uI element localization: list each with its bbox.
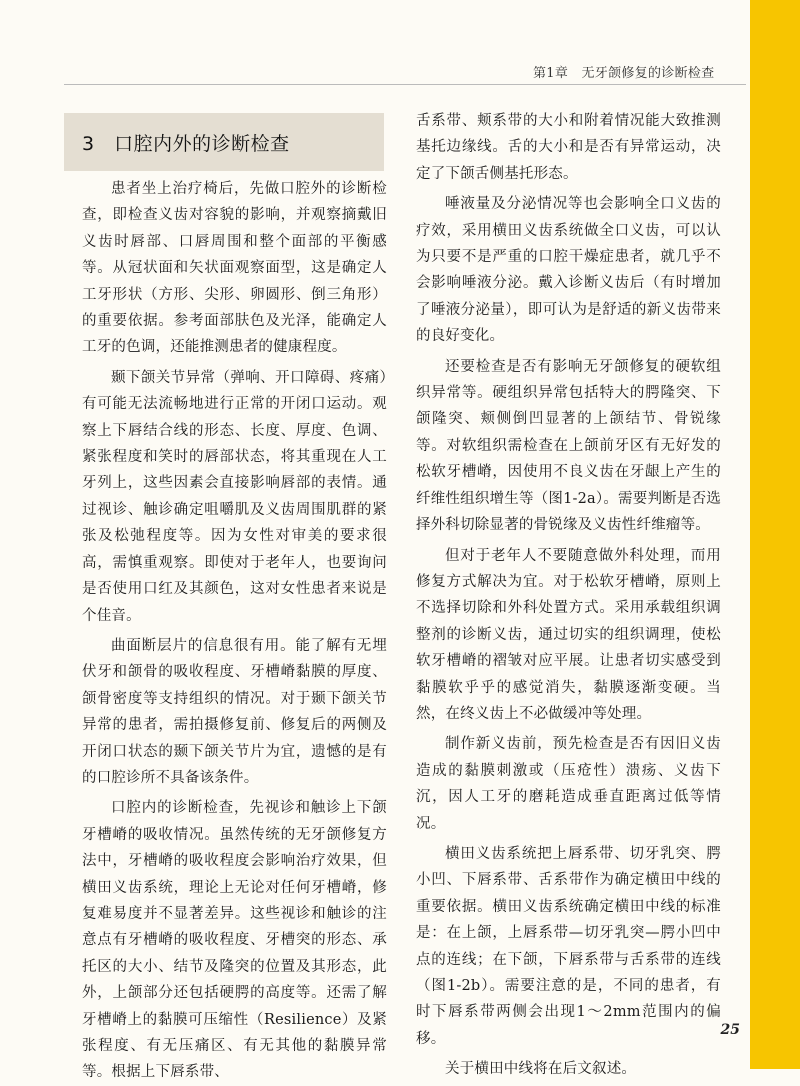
paragraph: 口腔内的诊断检查，先视诊和触诊上下颌牙槽嵴的吸收情况。虽然传统的无牙颌修复方法中，牙槽嵴的吸收程度会影响治疗效果，但横田义齿系统，理论上无论对任何牙槽嵴，修复难易度并不显著差异。这些视诊和触诊的注意点有牙槽嵴的吸收程度、牙槽突的形态、承托区的大小、结节及隆突的位置及其形态，此外，上颌部分还包括硬腭的高度等。还需了解牙槽嵴上的黏膜可压缩性（Resilience）及紧张程度、有无压痛区、有无其他的黏膜异常等。根据上下唇系带、 bbox=[82, 800, 387, 1081]
yellow-edge-bar bbox=[750, 0, 800, 1069]
paragraph: 曲面断层片的信息很有用。能了解有无埋伏牙和颌骨的吸收程度、牙槽嵴黏膜的厚度、颌骨密度等支持组织的情况。对于颞下颌关节异常的患者，需拍摄修复前、修复后的两侧及开闭口状态的颞下颌关节片为宜，遗憾的是有的口腔诊所不具备该条件。 bbox=[82, 637, 387, 786]
running-header: 第1章 无牙颌修复的诊断检查 bbox=[533, 66, 715, 81]
paragraph: 唾液量及分泌情况等也会影响全口义齿的疗效，采用横田义齿系统做全口义齿，可以认为只要不是严重的口腔干燥症患者，就几乎不会影响唾液分泌。戴入诊断义齿后（有时增加了唾液分泌量），即可认为是舒适的新义齿带来的良好变化。 bbox=[416, 196, 721, 345]
paragraph: 还要检查是否有影响无牙颌修复的硬软组织异常等。硬组织异常包括特大的腭隆突、下颌隆突、颊侧倒凹显著的上颌结节、骨锐缘等。对软组织需检查在上颌前牙区有无好发的松软牙槽嵴，因使用不良义齿在牙龈上产生的纤维性组织增生等（图1-2a）。需要判断是否选择外科切除显著的骨锐缘及义齿性纤维瘤等。 bbox=[416, 358, 721, 534]
page-number: 25 bbox=[720, 1022, 740, 1038]
section-heading-box bbox=[64, 113, 384, 171]
paragraph: 患者坐上治疗椅后，先做口腔外的诊断检查，即检查义齿对容貌的影响，并观察摘戴旧义齿时唇部、口唇周围和整个面部的平衡感等。从冠状面和矢状面观察面型，这是确定人工牙形状（方形、尖形、卵圆形、倒三角形）的重要依据。参考面部肤色及光泽，能确定人工牙的色调，还能推测患者的健康程度。 bbox=[82, 181, 387, 356]
header-rule bbox=[64, 84, 746, 85]
paragraph: 舌系带、颊系带的大小和附着情况能大致推测基托边缘线。舌的大小和是否有异常运动，决定了下颌舌侧基托形态。 bbox=[416, 113, 721, 182]
section-title: 3 口腔内外的诊断检查 bbox=[82, 132, 290, 155]
paragraph: 横田义齿系统把上唇系带、切牙乳突、腭小凹、下唇系带、舌系带作为确定横田中线的重要依据。横田义齿系统确定横田中线的标准是：在上颌，上唇系带—切牙乳突—腭小凹中点的连线；在下颌，下唇系带与舌系带的连线（图1-2b）。需要注意的是，不同的患者，有时下唇系带两侧会出现1～2mm范围内的偏移。 bbox=[416, 845, 721, 1047]
right-column bbox=[416, 108, 721, 1083]
paragraph: 关于横田中线将在后文叙述。 bbox=[445, 1061, 637, 1078]
paragraph: 但对于老年人不要随意做外科处理，而用修复方式解决为宜。对于松软牙槽嵴，原则上不选择切除和外科处置方式。采用承载组织调整剂的诊断义齿，通过切实的组织调理，使松软牙槽嵴的褶皱对应平展。让患者切实感受到黏膜软乎乎的感觉消失，黏膜逐渐变硬。当然，在终义齿上不必做缓冲等处理。 bbox=[416, 547, 721, 722]
paragraph: 制作新义齿前，预先检查是否有因旧义齿造成的黏膜刺激或（压疮性）溃疡、义齿下沉，因人工牙的磨耗造成垂直距离过低等情况。 bbox=[416, 736, 721, 832]
left-column bbox=[82, 176, 387, 1086]
paragraph: 颞下颌关节异常（弹响、开口障碍、疼痛）有可能无法流畅地进行正常的开闭口运动。观察上下唇结合线的形态、长度、厚度、色调、紧张程度和笑时的唇部状态，将其重现在人工牙列上，这些因素会直接影响唇部的表情。通过视诊、触诊确定咀嚼肌及义齿周围肌群的紧张及松弛程度等。因为女性对审美的要求很高，需慎重观察。即使对于老年人，也要询问是否使用口红及其颜色，这对女性患者来说是个佳音。 bbox=[82, 369, 387, 624]
